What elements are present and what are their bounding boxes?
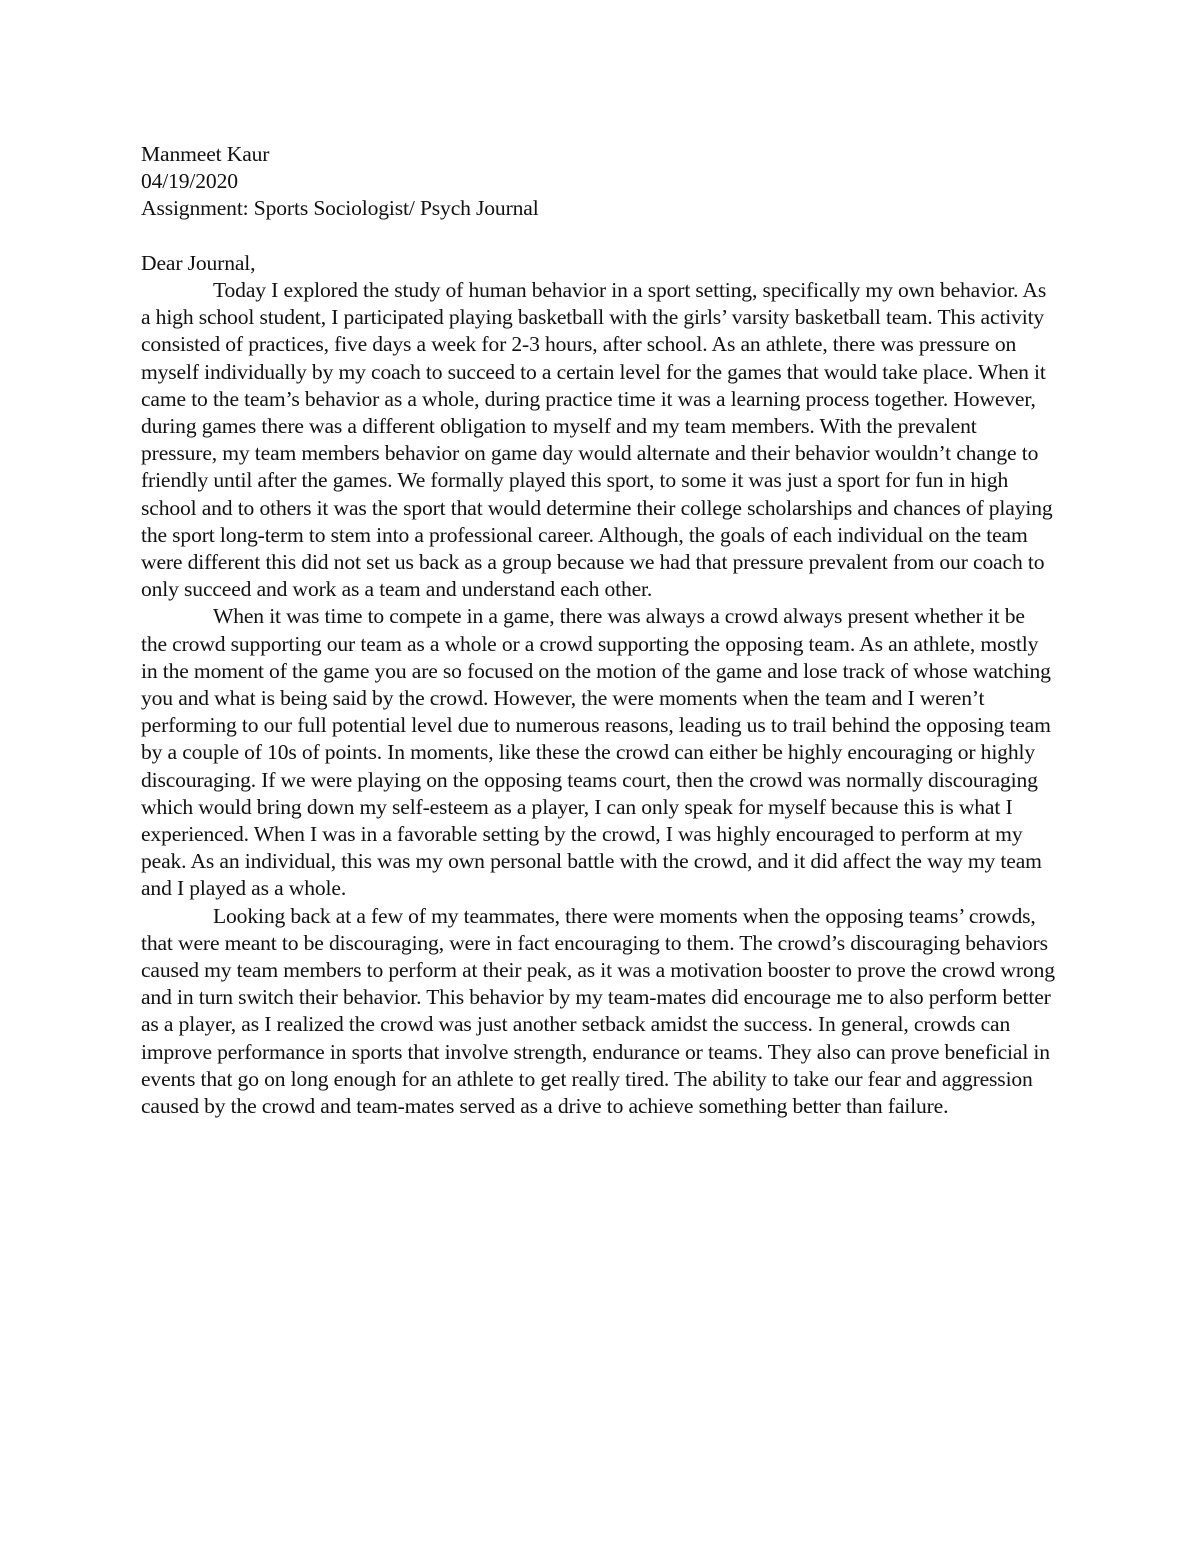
blank-line xyxy=(141,223,1056,250)
salutation: Dear Journal, xyxy=(141,250,256,275)
journal-entry xyxy=(141,141,1056,1120)
author-name: Manmeet Kaur xyxy=(141,142,270,166)
assignment-title: Assignment: Sports Sociologist/ Psych Journal xyxy=(141,196,539,221)
paragraph-2: When it was time to compete in a game, there was always a crowd always present whether it be the crowd supporting our team as a whole or a crowd supporting the opposing team. As an athlete, mostly in the moment of the game you are so focused on the motion of the game and lose track of whose watching you and what is being said by the crowd. However, the were moments when the team and I weren’t performing to our full potential level due to numerous reasons, leading us to trail behind the opposing team by a couple of 10s of points. In moments, like these the crowd can either be highly encouraging or highly discouraging. If we were playing on the opposing teams court, then the crowd was normally discouraging which would bring down my self-esteem as a player, I can only speak for myself because this is what I experienced. When I was in a favorable setting by the crowd, I was highly encouraged to perform at my peak. As an individual, this was my own personal battle with the crowd, and it did affect the way my team and I played as a whole. xyxy=(141,604,1051,901)
paragraph-3: Looking back at a few of my teammates, there were moments when the opposing teams’ crowds, that were meant to be discouraging, were in fact encouraging to them. The crowd’s discouraging behaviors caused my team members to perform at their peak, as it was a motivation booster to prove the crowd wrong and in turn switch their behavior. This behavior by my team-mates did encourage me to also perform better as a player, as I realized the crowd was just another setback amidst the success. In general, crowds can improve performance in sports that involve strength, endurance or teams. They also can prove beneficial in events that go on long enough for an athlete to get really tired. The ability to take our fear and aggression caused by the crowd and team-mates served as a drive to achieve something better than failure. xyxy=(141,903,1055,1119)
entry-date: 04/19/2020 xyxy=(141,169,238,194)
paragraph-1: Today I explored the study of human behavior in a sport setting, specifically my own behavior. As a high school student, I participated playing basketball with the girls’ varsity basketball team. This activity consisted of practices, five days a week for 2-3 hours, after school. As an athlete, there was pressure on myself individually by my coach to succeed to a certain level for the games that would take place. When it came to the team’s behavior as a whole, during practice time it was a learning process together. However, during games there was a different obligation to myself and my team members. With the prevalent pressure, my team members behavior on game day would alternate and their behavior wouldn’t change to friendly until after the games. We formally played this sport, to some it was just a sport for fun in high school and to others it was the sport that would determine their college scholarships and chances of playing the sport long-term to stem into a professional career. Although, the goals of each individual on the team were different this did not set us back as a group because we had that pressure prevalent from our coach to only succeed and work as a team and understand each other. xyxy=(141,278,1053,602)
